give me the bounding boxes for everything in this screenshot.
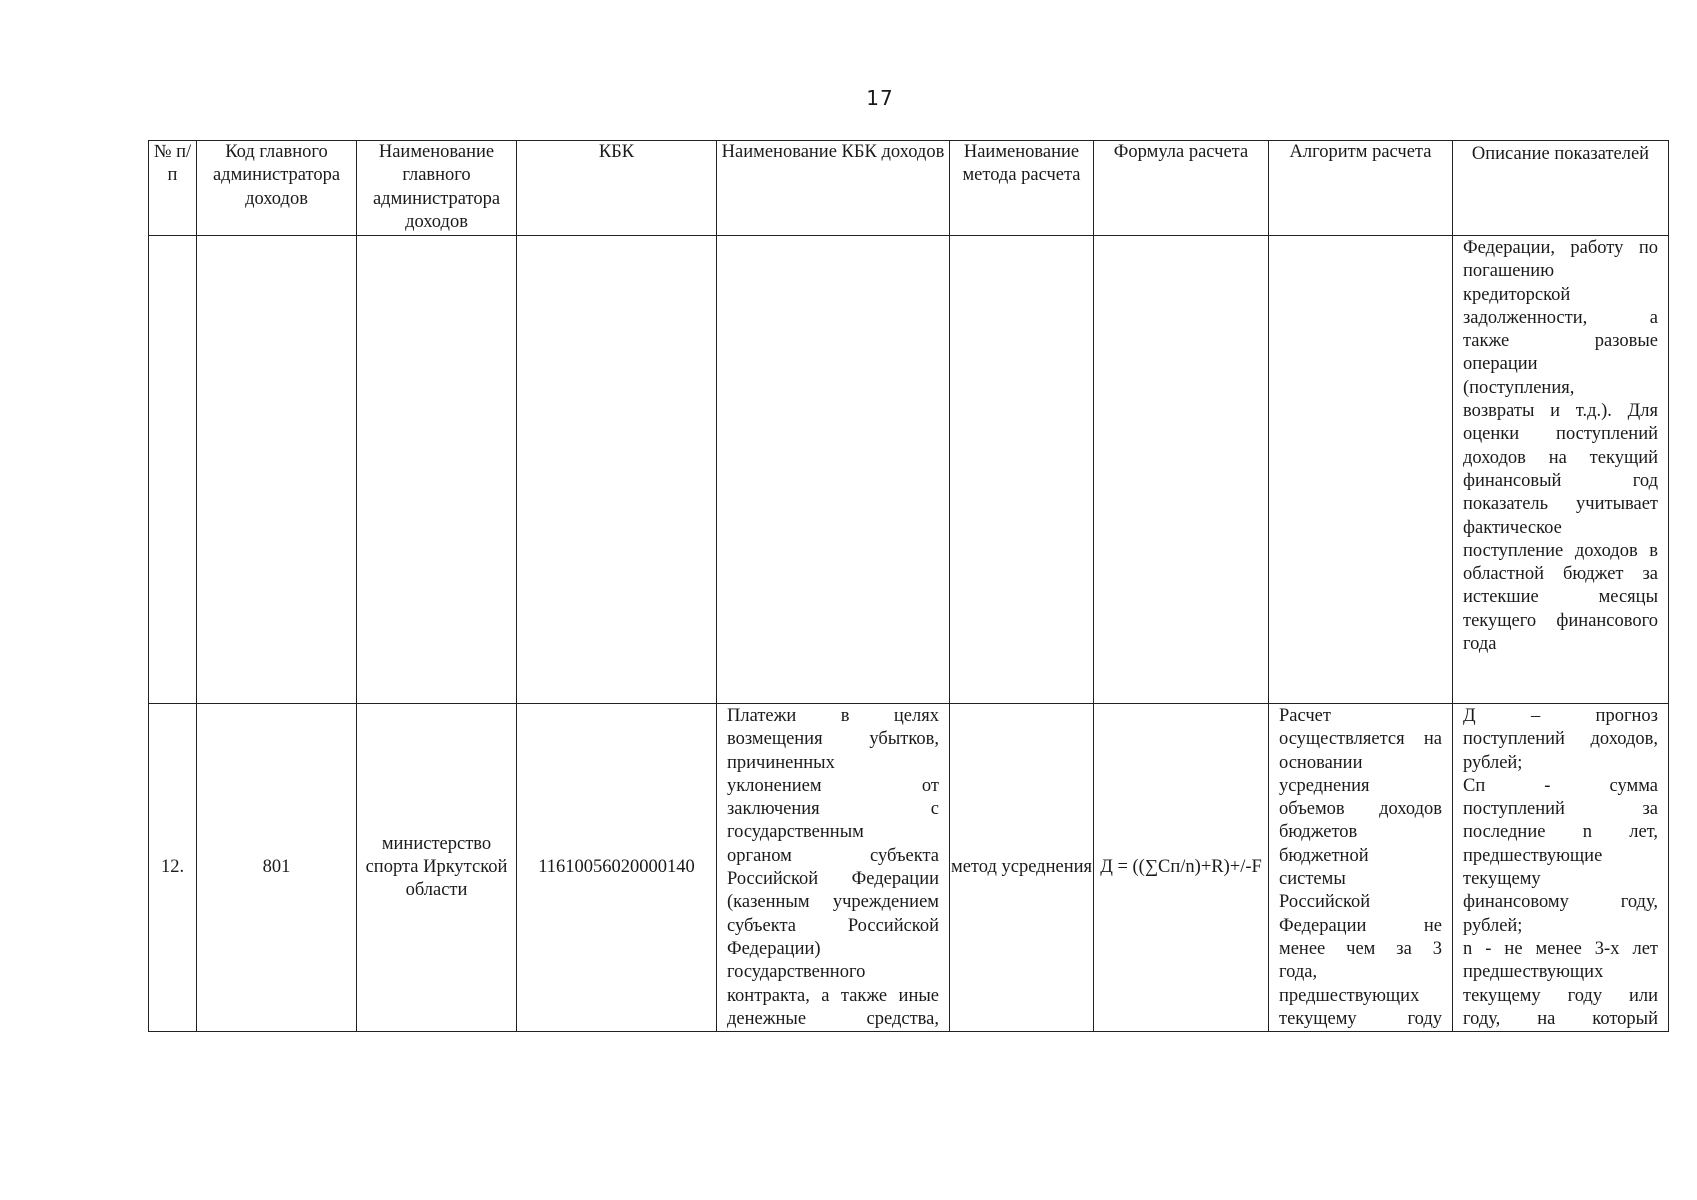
description-line: году, на который (1463, 1008, 1658, 1029)
cell-empty (197, 236, 357, 704)
description-line: рублей; (1463, 915, 1523, 936)
kbk-name-line: (казенным учреждением (727, 892, 939, 913)
algorithm-line: объемов доходов (1279, 799, 1442, 820)
kbk-name-line: денежные средства, (727, 1008, 939, 1029)
description-line: n - не менее 3-х лет (1463, 938, 1658, 959)
description-line: предшествующие (1463, 845, 1603, 866)
description-line: оценки поступлений (1463, 424, 1658, 445)
description-line: показатель учитывает (1463, 494, 1658, 515)
cell-kbk: 11610056020000140 (517, 704, 717, 1032)
algorithm-line: системы (1279, 869, 1346, 890)
description-line: областной бюджет за (1463, 564, 1658, 585)
description-line: погашению (1463, 261, 1555, 282)
table-header-row (149, 141, 1669, 236)
kbk-name-line: контракта, а также иные (727, 985, 939, 1006)
algorithm-line: Российской (1279, 892, 1371, 913)
kbk-name-line: Российской Федерации (727, 869, 939, 890)
algorithm-line: осуществляется на (1279, 729, 1442, 750)
cell-empty (357, 236, 517, 704)
kbk-name-line: субъекта Российской (727, 915, 939, 936)
description-line: рублей; (1463, 752, 1523, 773)
kbk-name-line: органом субъекта (727, 845, 939, 866)
algorithm-line: усреднения (1279, 775, 1370, 796)
table-row-12 (149, 704, 1669, 1032)
cell-empty (1269, 236, 1453, 704)
algorithm-line: предшествующих (1279, 985, 1420, 1006)
description-line: Д – прогноз (1463, 706, 1658, 726)
cell-empty (517, 236, 717, 704)
description-line: текущему году или (1463, 985, 1658, 1006)
algorithm-line: года, (1279, 962, 1318, 983)
kbk-name-line: возмещения убытков, (727, 729, 939, 750)
description-line: операции (1463, 354, 1538, 375)
description-line: года (1463, 634, 1497, 655)
cell-algorithm (1269, 704, 1453, 1032)
header-method-name: Наименование метода расчета (950, 141, 1094, 236)
description-line: истекшие месяцы (1463, 587, 1658, 608)
header-admin-name: Наименование главного администратора доходов (357, 141, 517, 236)
description-line: финансовый год (1463, 470, 1658, 491)
description-line: предшествующих (1463, 962, 1604, 983)
description-line: текущему (1463, 869, 1541, 890)
cell-admin-name: министерство спорта Иркутской области (357, 704, 517, 1032)
revenue-method-table (148, 140, 1669, 1032)
description-line: последние n лет, (1463, 822, 1658, 843)
description-line: фактическое (1463, 517, 1562, 538)
algorithm-line: менее чем за 3 (1279, 938, 1442, 959)
cell-empty (950, 236, 1094, 704)
description-line: возвраты и т.д.). Для (1463, 401, 1658, 422)
algorithm-line: бюджетной (1279, 845, 1369, 866)
header-kbk-name: Наименование КБК доходов (717, 141, 950, 236)
algorithm-line: бюджетов (1279, 822, 1358, 843)
kbk-name-line: причиненных (727, 752, 835, 773)
kbk-name-line: заключения с (727, 799, 939, 820)
cell-formula: Д = ((∑Сп/n)+R)+/-F (1094, 704, 1269, 1032)
description-line: финансовому году, (1463, 892, 1658, 913)
algorithm-line: основании (1279, 752, 1363, 773)
description-line: задолженности, а (1463, 307, 1658, 328)
algorithm-line: текущему году (1279, 1008, 1442, 1029)
description-line: доходов на текущий (1463, 447, 1658, 468)
cell-kbk-name (717, 704, 950, 1032)
cell-description (1453, 704, 1669, 1032)
table-row-continued (149, 236, 1669, 704)
cell-method: метод усреднения (950, 704, 1094, 1032)
header-kbk: КБК (517, 141, 717, 236)
kbk-name-line: государственного (727, 962, 866, 983)
cell-empty (717, 236, 950, 704)
kbk-name-line: Федерации) (727, 938, 821, 959)
description-line: поступлений за (1463, 799, 1658, 820)
kbk-name-line: уклонением от (727, 775, 939, 796)
cell-empty (149, 236, 197, 704)
header-admin-code: Код главного администратора доходов (197, 141, 357, 236)
description-line: также разовые (1463, 331, 1658, 352)
cell-admin-code: 801 (197, 704, 357, 1032)
description-line: поступление доходов в (1463, 540, 1658, 561)
header-number: № п/п (149, 141, 197, 236)
description-line: Сп - сумма (1463, 775, 1658, 796)
header-formula: Формула расчета (1094, 141, 1269, 236)
cell-description-continued (1453, 236, 1669, 704)
description-line: (поступления, (1463, 377, 1575, 398)
kbk-name-line: государственным (727, 822, 864, 843)
cell-empty (1094, 236, 1269, 704)
algorithm-line: Расчет (1279, 706, 1331, 726)
page-number: 17 (866, 86, 894, 110)
header-description: Описание показателей (1453, 141, 1669, 236)
description-line: текущего финансового (1463, 610, 1658, 631)
description-line: поступлений доходов, (1463, 729, 1658, 750)
cell-row-number: 12. (149, 704, 197, 1032)
algorithm-line: Федерации не (1279, 915, 1442, 936)
description-line: кредиторской (1463, 284, 1571, 305)
header-algorithm: Алгоритм расчета (1269, 141, 1453, 236)
kbk-name-line: Платежи в целях (727, 706, 939, 726)
description-line: Федерации, работу по (1463, 238, 1658, 258)
